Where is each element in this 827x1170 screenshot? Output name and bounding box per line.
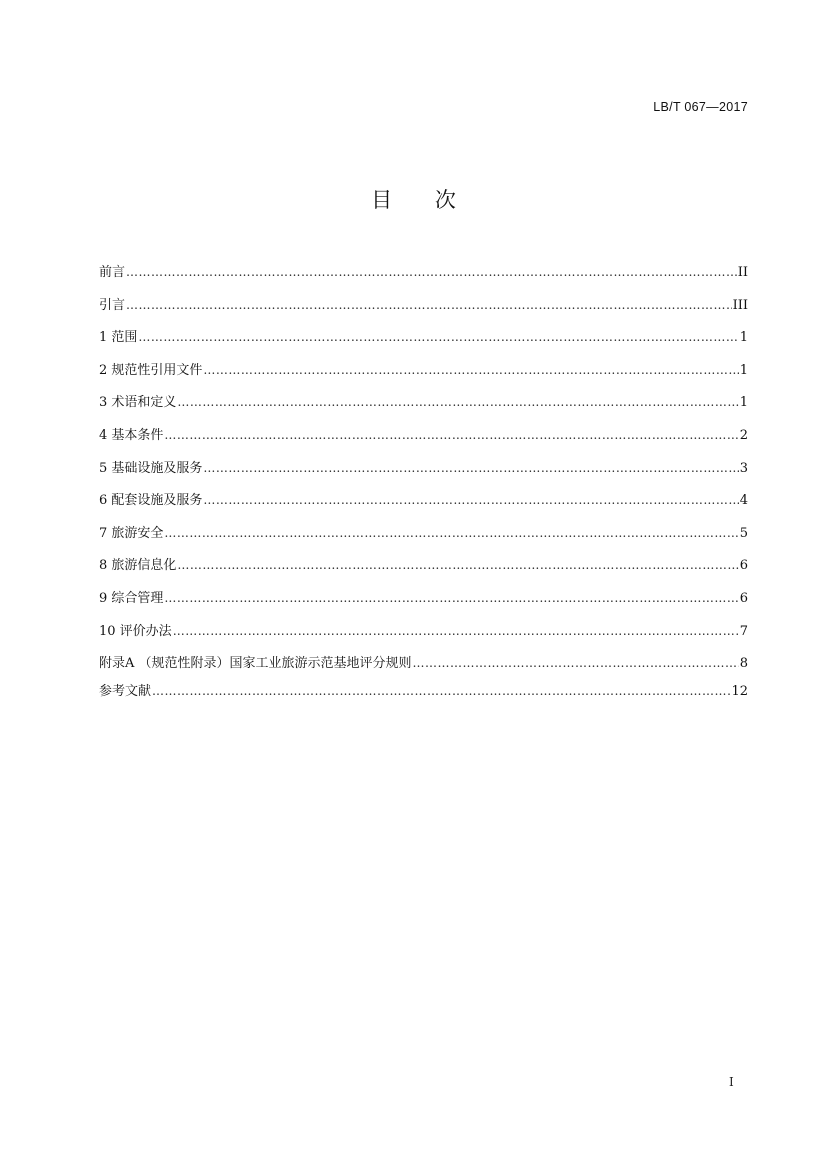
toc-entry-label: 3 术语和定义 (99, 395, 177, 411)
toc-dot-leader (203, 490, 738, 510)
toc-dot-leader (164, 588, 738, 608)
toc-entry-foreword[interactable] (99, 262, 748, 295)
page-number: I (729, 1075, 734, 1089)
toc-entry-evaluation-method[interactable] (99, 621, 748, 654)
toc-entry-label: 7 旅游安全 (99, 525, 164, 541)
toc-entry-page: 6 (739, 558, 748, 574)
toc-entry-basic-conditions[interactable] (99, 425, 748, 458)
toc-entry-scope[interactable] (99, 327, 748, 360)
page-title: 目 次 (371, 188, 474, 212)
toc-entry-label: 6 配套设施及服务 (99, 493, 203, 509)
toc-dot-leader (413, 653, 739, 673)
toc-entry-label: 附录A （规范性附录）国家工业旅游示范基地评分规则 (99, 656, 412, 672)
toc-entry-normative-references[interactable] (99, 360, 748, 393)
toc-entry-label: 2 规范性引用文件 (99, 362, 203, 378)
toc-entry-label: 9 综合管理 (99, 590, 164, 606)
toc-entry-page: 1 (739, 362, 748, 378)
toc-dot-leader (126, 295, 732, 315)
toc-entry-tourism-informatization[interactable] (99, 555, 748, 588)
toc-entry-tourism-safety[interactable] (99, 523, 748, 556)
toc-entry-terms-definitions[interactable] (99, 392, 748, 425)
toc-entry-page: 12 (731, 684, 748, 700)
toc-entry-label: 前言 (99, 265, 126, 280)
toc-dot-leader (177, 392, 738, 412)
standard-code: LB/T 067—2017 (653, 100, 748, 114)
toc-entry-label: 引言 (99, 297, 126, 313)
toc-dot-leader (164, 523, 738, 543)
toc-entry-label: 4 基本条件 (99, 427, 164, 443)
toc-dot-leader (152, 681, 730, 701)
toc-entry-page: III (732, 297, 748, 313)
toc-dot-leader (138, 327, 738, 347)
toc-entry-label: 参考文献 (99, 684, 152, 700)
toc-dot-leader (177, 555, 738, 575)
table-of-contents (99, 262, 748, 709)
toc-entry-page: 4 (739, 493, 748, 509)
toc-entry-introduction[interactable] (99, 295, 748, 328)
toc-entry-page: 3 (739, 460, 748, 476)
toc-entry-page: 8 (739, 656, 748, 672)
toc-entry-label: 1 范围 (99, 330, 138, 346)
toc-entry-bibliography[interactable] (99, 681, 748, 709)
toc-entry-page: 5 (739, 525, 748, 541)
toc-entry-page: 2 (739, 427, 748, 443)
toc-entry-page: 1 (739, 395, 748, 411)
toc-entry-appendix-a[interactable] (99, 653, 748, 681)
toc-dot-leader (203, 458, 738, 478)
toc-entry-label: 8 旅游信息化 (99, 558, 177, 574)
toc-entry-page: 1 (739, 330, 748, 346)
toc-entry-page: 6 (739, 590, 748, 606)
toc-dot-leader (203, 360, 738, 380)
toc-entry-label: 5 基础设施及服务 (99, 460, 203, 476)
toc-dot-leader (126, 262, 737, 282)
toc-dot-leader (173, 621, 739, 641)
toc-entry-infrastructure[interactable] (99, 458, 748, 491)
toc-entry-page: 7 (739, 623, 748, 639)
toc-dot-leader (164, 425, 738, 445)
toc-entry-supporting-facilities[interactable] (99, 490, 748, 523)
toc-entry-page: II (737, 265, 748, 280)
toc-entry-general-management[interactable] (99, 588, 748, 621)
toc-entry-label: 10 评价办法 (99, 623, 172, 639)
